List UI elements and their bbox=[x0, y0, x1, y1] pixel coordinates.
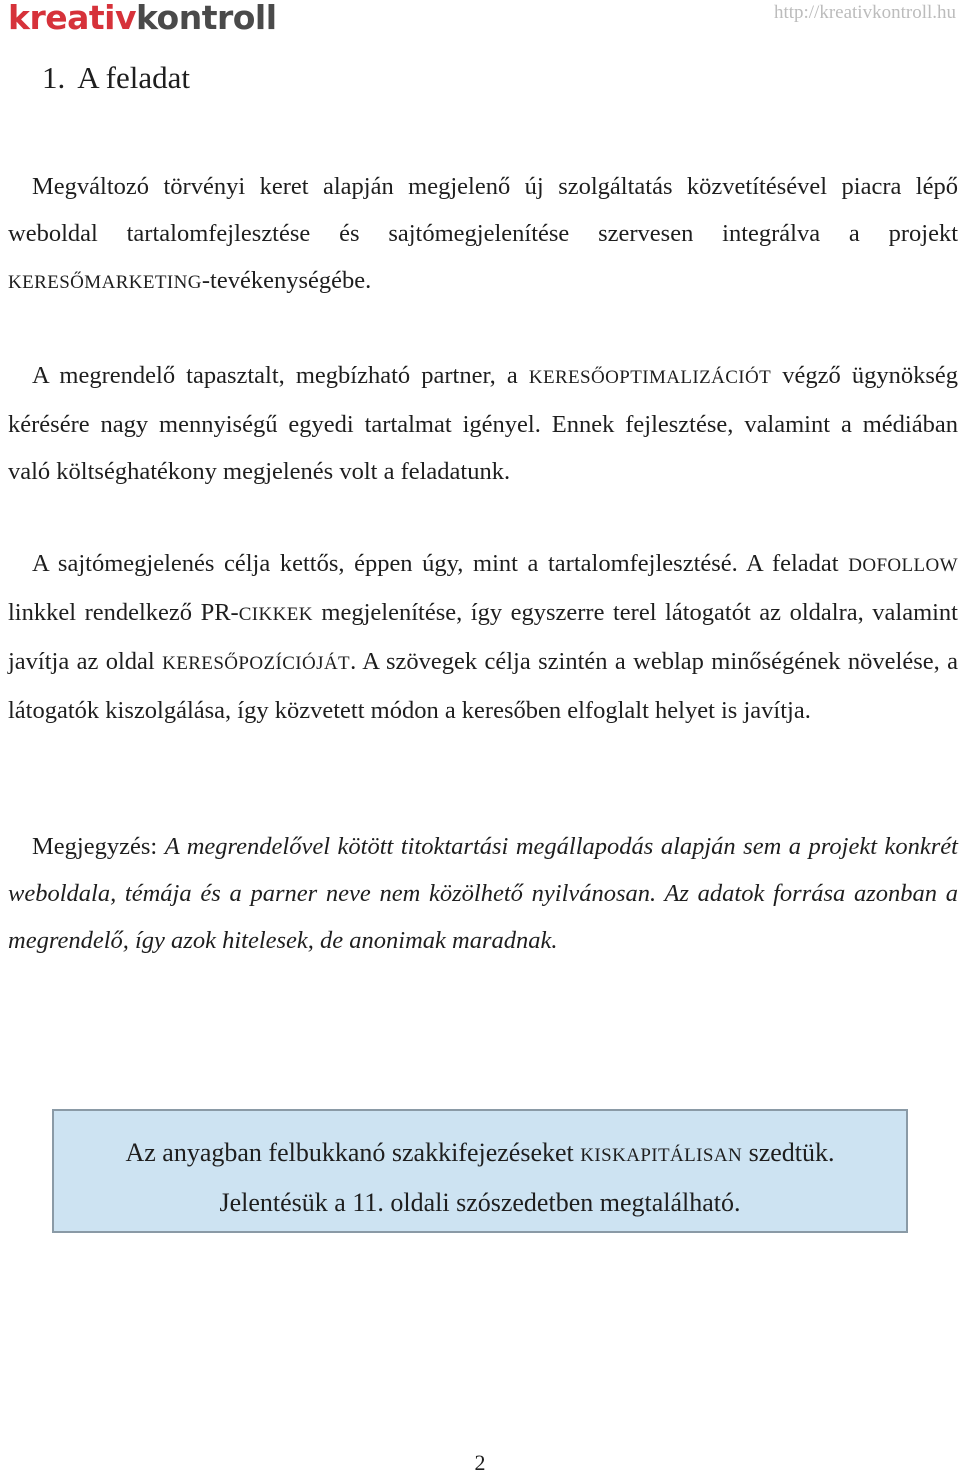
callout-line-2: Jelentésük a 11. oldali szószedetben megtalálható. bbox=[219, 1188, 741, 1217]
p3-text-b: linkkel rendelkező PR- bbox=[8, 599, 239, 626]
p3-text-a: A sajtómegjelenés célja kettős, éppen úgy, mint a tartalomfejlesztésé. A feladat bbox=[32, 550, 849, 577]
p3-smallcaps-c: KERESŐPOZÍCIÓJÁT bbox=[162, 653, 351, 674]
logo-kreativ: kreativ bbox=[8, 0, 136, 37]
callout-line1-b: szedtük. bbox=[742, 1138, 835, 1167]
p2-smallcaps-a: KERESŐOPTIMALIZÁCIÓT bbox=[528, 367, 772, 388]
paragraph-3 bbox=[8, 540, 958, 734]
logo-kontroll: kontroll bbox=[135, 0, 277, 37]
p3-text-d: . A szövegek célja szintén a weblap minőségének növelése, a látogatók kiszolgálása, így közvetett módon a keresőben elfoglalt helyet is javítja. bbox=[8, 648, 959, 724]
callout-line-1 bbox=[54, 1129, 906, 1179]
note-text: A megrendelővel kötött titoktartási megállapodás alapján sem a projekt konkrét weboldala, témája és a parner neve nem közölhető nyilvánosan. Az adatok forrása azonban a megrendelő, így azok hitelesek, de anonimak maradnak. bbox=[8, 833, 958, 954]
page-header bbox=[0, 0, 960, 44]
note-label: Megjegyzés: bbox=[32, 833, 165, 860]
paragraph-2 bbox=[8, 352, 958, 495]
section-title: A feladat bbox=[77, 60, 191, 95]
note-paragraph bbox=[8, 823, 958, 964]
logo bbox=[8, 0, 277, 38]
p2-text-a: A megrendelő tapasztalt, megbízható partner, a bbox=[32, 362, 529, 389]
callout-line1-a: Az anyagban felbukkanó szakkifejezéseket bbox=[125, 1138, 581, 1167]
p1-text-b: -tevékenységébe. bbox=[201, 267, 372, 294]
p1-text-a: Megváltozó törvényi keret alapján megjelenő új szolgáltatás közvetítésével piacra lépő weboldal tartalomfejlesztése és sajtómegjelenítése szervesen integrálva a projekt bbox=[8, 173, 958, 247]
section-heading bbox=[42, 60, 190, 96]
p1-smallcaps-a: KERESŐMARKETING bbox=[8, 272, 202, 293]
p2-text-b: végző ügynökség kérésére nagy mennyiségű egyedi tartalmat igényel. Ennek fejlesztése, valamint a médiában való költséghatékony megjelenés volt a feladatunk. bbox=[8, 362, 958, 485]
callout-line1-smallcaps: KISKAPITÁLISAN bbox=[580, 1145, 743, 1166]
paragraph-1 bbox=[8, 163, 958, 306]
site-url: http://kreativkontroll.hu bbox=[773, 2, 956, 23]
p3-smallcaps-b: CIKKEK bbox=[238, 604, 313, 625]
section-number: 1. bbox=[42, 60, 66, 95]
info-callout bbox=[52, 1109, 908, 1233]
page-number: 2 bbox=[474, 1450, 486, 1475]
p3-text-c: megjelenítése, így egyszerre terel látogatót az oldalra, valamint javítja az oldal bbox=[8, 599, 958, 675]
p3-smallcaps-a: DOFOLLOW bbox=[848, 555, 958, 576]
